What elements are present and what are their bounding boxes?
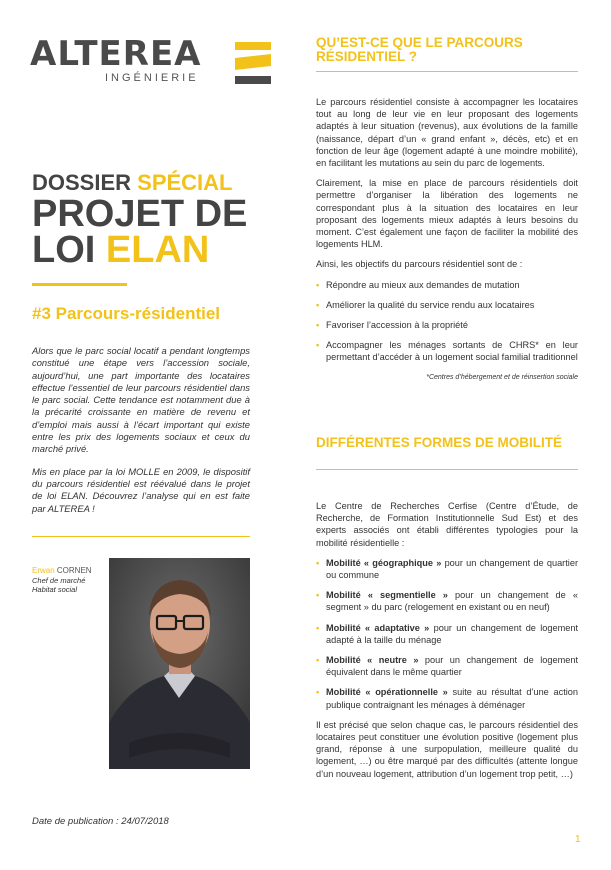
alterea-logo [30, 36, 245, 82]
author-role: Chef de marché Habitat social [32, 576, 86, 594]
objectives-list [316, 279, 578, 364]
section-1-paragraph-1: Le parcours résidentiel consiste à accompagner les locataires tout au long de leur vie en leur proposant des logements adaptés à leur situation (revenus), aux évolutions de la famille (naissance, départ d’un « grand enfant », décès, etc) et en fonction de leur âge (logement adapté à une moindre mobilité), en facilitant les mutations au sein du parc de logements. [316, 97, 578, 169]
bullet-icon: • [316, 557, 320, 568]
section-2-paragraph-2: Il est précisé que selon chaque cas, le parcours résidentiel des locataires peut constituer une évolution positive (logement plus grand, réponse à une surpopulation, meilleure qualité du logement, …) ou être marqué par des difficultés (attente longue d’un nouveau logement, attribution d’un logement trop petit, …) [316, 719, 578, 779]
author-last-name: CORNEN [56, 566, 92, 575]
bullet-icon: • [316, 279, 320, 290]
section-1-paragraph-3: Ainsi, les objectifs du parcours résidentiel sont de : [316, 259, 523, 270]
section-1-body [316, 96, 578, 384]
issue-subtitle: #3 Parcours-résidentiel [32, 304, 221, 323]
list-item: • Mobilité « adaptative » pour un changement de logement adapté à la taille du ménage [316, 622, 579, 645]
intro-paragraph-1: Alors que le parc social locatif a pendant longtemps constitué une étape vers l’accession sociale, aujourd’hui, une part importante des locataires effectue l’essentiel de leur parcours résidentiel dans le parc social. Cette tendance est notamment due à la précarité croissante en matière de revenu et d’emploi mais aussi à l’écart important qui existe entre les prix des logements sociaux et ceux du marché privé. [32, 345, 250, 455]
section-2-underline [316, 469, 578, 470]
logo-subtitle: INGÉNIERIE [105, 72, 199, 84]
bullet-icon: • [316, 655, 320, 666]
bullet-icon: • [316, 590, 320, 601]
section-1-paragraph-2: Clairement, la mise en place de parcours résidentiels doit permettre d’organiser la libération des logements ne correspondant plus à la situation des locataires en leur proposant des logements mieux adaptés à leurs besoins du moment. C’est également une façon de faciliter la mobilité des logements HLM. [316, 178, 578, 250]
list-item: • Accompagner les ménages sortants de CHRS* en leur permettant d’accéder à un logement social familial traditionnel [316, 340, 578, 363]
intro-text [32, 345, 250, 525]
heading-accent-bar [32, 283, 127, 286]
list-item: • Favoriser l’accession à la propriété [316, 320, 468, 331]
elan-word: ELAN [105, 229, 210, 271]
dossier-heading [32, 170, 272, 271]
list-item: • Répondre au mieux aux demandes de mutation [316, 279, 520, 290]
list-item: • Améliorer la qualité du service rendu aux locataires [316, 299, 535, 310]
separator-line [32, 536, 250, 537]
author-photo [109, 558, 250, 769]
publication-date: Date de publication : 24/07/2018 [32, 816, 169, 827]
dossier-word: DOSSIER [32, 170, 138, 195]
page-number: 1 [575, 834, 581, 845]
list-item: • Mobilité « géographique » pour un changement de quartier ou commune [316, 557, 579, 581]
section-2-title: DIFFÉRENTES FORMES DE MOBILITÉ [316, 435, 563, 450]
loi-word: LOI [32, 229, 106, 271]
mobility-types-list [316, 557, 578, 711]
section-what-is [316, 36, 578, 64]
logo-wordmark: ALTEREA [30, 34, 202, 74]
list-item: • Mobilité « segmentielle » pour un changement de « segment » du parc (relogement en existant ou en neuf) [316, 590, 578, 613]
portrait-illustration [109, 558, 250, 769]
section-1-underline [316, 71, 578, 72]
section-1-title: QU’EST-CE QUE LE PARCOURS RÉSIDENTIEL ? [316, 35, 523, 64]
bullet-icon: • [316, 320, 320, 331]
intro-paragraph-2: Mis en place par la loi MOLLE en 2009, le dispositif du parcours résidentiel est réévalué dans le projet de loi ELAN. Découvrez l’analyse qui en est faite par ALTEREA ! [32, 465, 250, 514]
list-item: • Mobilité « opérationnelle » suite au résultat d’une action publique contraignant les ménages à déménager [316, 687, 579, 710]
logo-mark-icon [235, 42, 275, 86]
section-2-paragraph-1: Le Centre de Recherches Cerfise (Centre d’Étude, de Recherche, de Formation Institutionnelle Sud Est) et des experts associés ont établi différentes typologies pour la mobilité résidentielle : [316, 501, 578, 548]
special-word: SPÉCIAL [137, 170, 233, 195]
section-2-body [316, 500, 578, 788]
section-mobility [316, 436, 578, 450]
chrs-footnote: *Centres d’hébergement et de réinsertion sociale [426, 373, 578, 381]
bullet-icon: • [316, 622, 320, 633]
projet-de-line: PROJET DE [32, 193, 248, 235]
bullet-icon: • [316, 687, 320, 698]
author-name [32, 566, 92, 575]
bullet-icon: • [316, 299, 320, 310]
author-first-name: Erwan [32, 566, 57, 575]
bullet-icon: • [316, 340, 320, 351]
list-item: • Mobilité « neutre » pour un changement de logement équivalent dans le même quartier [316, 655, 578, 678]
